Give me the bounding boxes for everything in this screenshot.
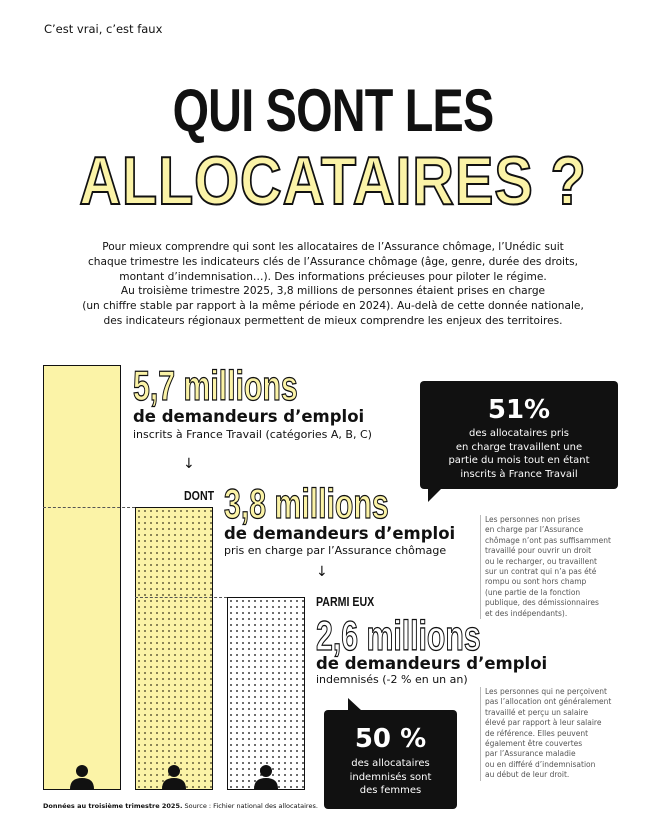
source-text: Source : Fichier national des allocataires.: [182, 802, 318, 810]
note-line: travaillé et perçu un salaire: [485, 707, 589, 717]
title-line-1: QUI SONT LES: [172, 77, 494, 144]
stat-sub-compensated: indemnisés (-2 % en un an): [316, 673, 468, 686]
note-line: sur un contrat qui n’a pas été: [485, 567, 597, 577]
bar-covered: [135, 507, 213, 790]
note-line: au début de leur droit.: [485, 770, 570, 780]
callout-text: des allocataires: [351, 758, 430, 769]
kicker: C’est vrai, c’est faux: [44, 22, 163, 36]
tag-dont: DONT: [184, 489, 215, 503]
note-line: publique, des démissionnaires: [485, 598, 599, 608]
stat-sub-registered: inscrits à France Travail (catégories A, B, C): [133, 428, 372, 441]
note-line: également être couvertes: [485, 739, 583, 749]
intro-line: Pour mieux comprendre qui sont les allocataires de l’Assurance chômage, l’Unédic suit: [102, 241, 564, 253]
callout-percent: 50 %: [354, 724, 427, 754]
stat-value-covered: 3,8 millions: [224, 480, 389, 527]
note-line: et des indépendants).: [485, 608, 568, 618]
guide-line: [43, 507, 135, 508]
note-line: élevé par rapport à leur salaire: [485, 718, 602, 728]
intro-line: chaque trimestre les indicateurs clés de l’Assurance chômage (âge, genre, durée des droits,: [87, 255, 579, 268]
callout-percent: 51%: [487, 395, 551, 425]
person-icon: [159, 763, 189, 789]
intro-line: des indicateurs régionaux permettent de mieux comprendre les enjeux des territoires.: [103, 314, 563, 327]
note-line: rompu ou sont hors champ: [485, 577, 587, 587]
callout-text: des femmes: [359, 785, 422, 796]
callout-text: en charge travaillent une: [455, 441, 583, 453]
note-line: Les personnes non prises: [485, 515, 581, 524]
note-line: de référence. Elles peuvent: [485, 728, 589, 738]
person-icon: [251, 763, 281, 789]
source-note: [43, 802, 318, 810]
intro-line: montant d’indemnisation…). Des informations précieuses pour piloter le régime.: [119, 270, 547, 283]
down-arrow-icon: ↓: [316, 564, 328, 580]
down-arrow-icon: ↓: [183, 456, 195, 472]
source-bold: Données au troisième trimestre 2025.: [43, 802, 183, 810]
callout-working-share: [420, 381, 618, 489]
note-line: travaillé pour ouvrir un droit: [485, 546, 592, 556]
note-line: par l’Assurance maladie: [485, 749, 576, 759]
side-note-not-compensated: [480, 687, 630, 781]
callout-text: inscrits à France Travail: [460, 468, 578, 480]
intro-line: (un chiffre stable par rapport à la même période en 2024). Au-delà de cette donnée nationale,: [82, 300, 584, 313]
callout-tail: [428, 488, 442, 502]
bar-compensated: [227, 597, 305, 790]
callout-text: indemnisés sont: [349, 771, 432, 783]
callout-text: partie du mois tout en étant: [448, 455, 590, 466]
note-line: chômage n’ont pas suffisamment: [485, 535, 611, 545]
note-line: Les personnes qui ne perçoivent: [485, 687, 607, 696]
note-line: en charge par l’Assurance: [485, 525, 584, 535]
stat-value-compensated: 2,6 millions: [316, 612, 481, 659]
callout-text: des allocataires pris: [468, 428, 570, 439]
note-line: (une partie de la fonction: [485, 587, 581, 597]
stat-value-registered: 5,7 millions: [133, 362, 298, 409]
title-line-2: ALLOCATAIRES ?: [79, 143, 587, 219]
callout-women-share: [324, 710, 457, 809]
intro-line: Au troisième trimestre 2025, 3,8 millions de personnes étaient prises en charge: [120, 285, 546, 298]
intro-paragraph: [70, 240, 596, 329]
stat-sub-covered: pris en charge par l’Assurance chômage: [224, 544, 447, 557]
guide-line: [135, 597, 227, 598]
note-line: pas l’allocation ont généralement: [485, 697, 612, 707]
bar-registered: [43, 365, 121, 790]
note-line: ou en différé d’indemnisation: [485, 759, 596, 769]
tag-parmi-eux: PARMI EUX: [316, 595, 375, 609]
person-icon: [67, 763, 97, 789]
note-line: ou le recharger, ou travaillent: [485, 556, 597, 566]
stat-label-covered: de demandeurs d’emploi: [224, 524, 456, 543]
stat-label-compensated: de demandeurs d’emploi: [316, 654, 548, 673]
side-note-not-covered: [480, 515, 630, 619]
stat-label-registered: de demandeurs d’emploi: [133, 407, 365, 426]
